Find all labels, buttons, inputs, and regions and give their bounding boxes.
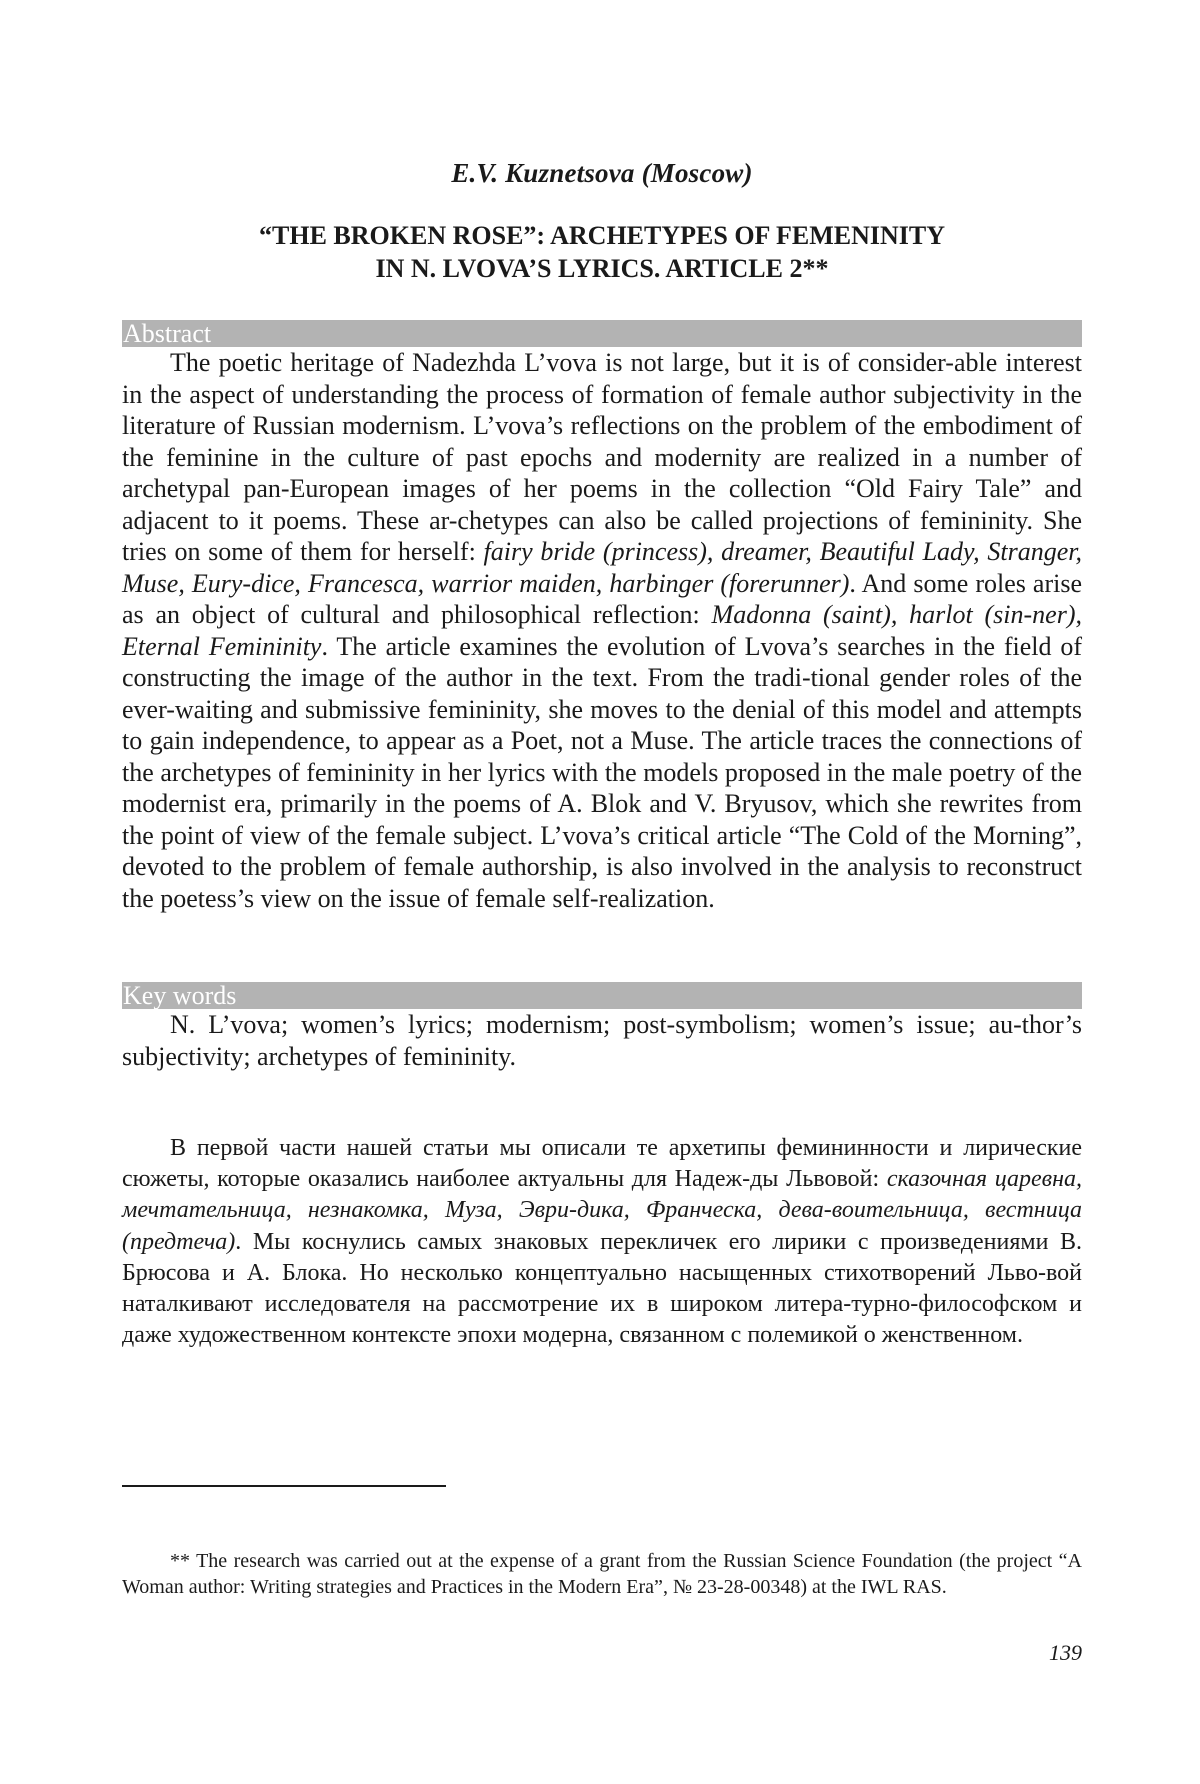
body-text-part-2: . Мы коснулись самых знаковых перекличек его лирики с произведениями В. Брюсова и А. Блока. Но несколько концептуально насыщенных стихотворений Льво-вой наталкивают исследователя на рассмотрение их в широком литера-турно-философском и даже художественном контексте эпохи модерна, связанном с полемикой о женственном. [122,1228,1082,1349]
abstract-body [122,347,1082,914]
body-italic-archetypes: сказочная царевна, мечтательница, незнакомка, Муза, Эври-дика, Франческа, дева-воительница, вестница (предтеча) [122,1166,1082,1255]
keywords-heading: Key words [122,982,1082,1009]
abstract-italic-reflection: Madonna (saint), harlot (sin-ner), Eternal Femininity [122,600,1082,661]
abstract-text-part-1: The poetic heritage of Nadezhda L’vova is not large, but it is of consider-able interest in the aspect of understanding the process of formation of female author subjectivity in the literature of Russian modernism. L’vova’s reflections on the problem of the embodiment of the feminine in the culture of past epochs and modernity are realized in a number of archetypal pan-European images of her poems in the collection “Old Fairy Tale” and adjacent to it poems. These ar-chetypes can also be called projections of femininity. She tries on some of them for herself: [122,348,1082,566]
footnote-separator [122,1485,446,1487]
abstract-text-part-3: . The article examines the evolution of Lvova’s searches in the field of constructing the image of the author in the text. From the tradi-tional gender roles of the ever-waiting and submissive femininity, she moves to the denial of this model and attempts to gain independence, to appear as a Poet, not a Muse. The article traces the connections of the archetypes of femininity in her lyrics with the models proposed in the male poetry of the modernist era, primarily in the poems of A. Blok and V. Bryusov, which she rewrites from the point of view of the female subject. L’vova’s critical article “The Cold of the Morning”, devoted to the problem of female authorship, is also involved in the analysis to reconstruct the poetess’s view on the issue of female self-realization. [122,631,1082,913]
author-line: E.V. Kuznetsova (Moscow) [451,158,753,188]
body-paragraph [122,1133,1082,1351]
body-text-part-1: В первой части нашей статьи мы описали те архетипы фемининности и лирические сюжеты, которые оказались наиболее актуальны для Надеж-ды Львовой: [122,1135,1082,1193]
keywords-paragraph: N. L’vova; women’s lyrics; modernism; post-symbolism; women’s issue; au-thor’s subjectivity; archetypes of femininity. [122,1010,1082,1071]
abstract-text-part-2: . And some roles arise as an object of cultural and philosophical reflection: [122,568,1082,629]
abstract-italic-roles: fairy bride (princess), dreamer, Beautiful Lady, Stranger, Muse, Eury-dice, Francesca, warrior maiden, harbinger (forerunner) [122,537,1082,598]
footnote-text: ** The research was carried out at the expense of a grant from the Russian Science Foundation (the project “A Woman author: Writing strategies and Practices in the Modern Era”, № 23-28-00348) at the IWL RAS. [122,1550,1082,1598]
page-number: 139 [1049,1640,1082,1665]
title-line-1: “THE BROKEN ROSE”: ARCHETYPES OF FEMENINITY [259,221,945,250]
article-title [122,219,1082,285]
footnote [122,1549,1082,1600]
title-line-2: IN N. LVOVA’S LYRICS. ARTICLE 2** [375,254,829,283]
article-page [122,0,1082,1784]
abstract-paragraph [122,347,1082,914]
abstract-heading: Abstract [122,320,1082,347]
keywords-body [122,1009,1082,1072]
main-body-text [122,1133,1082,1351]
